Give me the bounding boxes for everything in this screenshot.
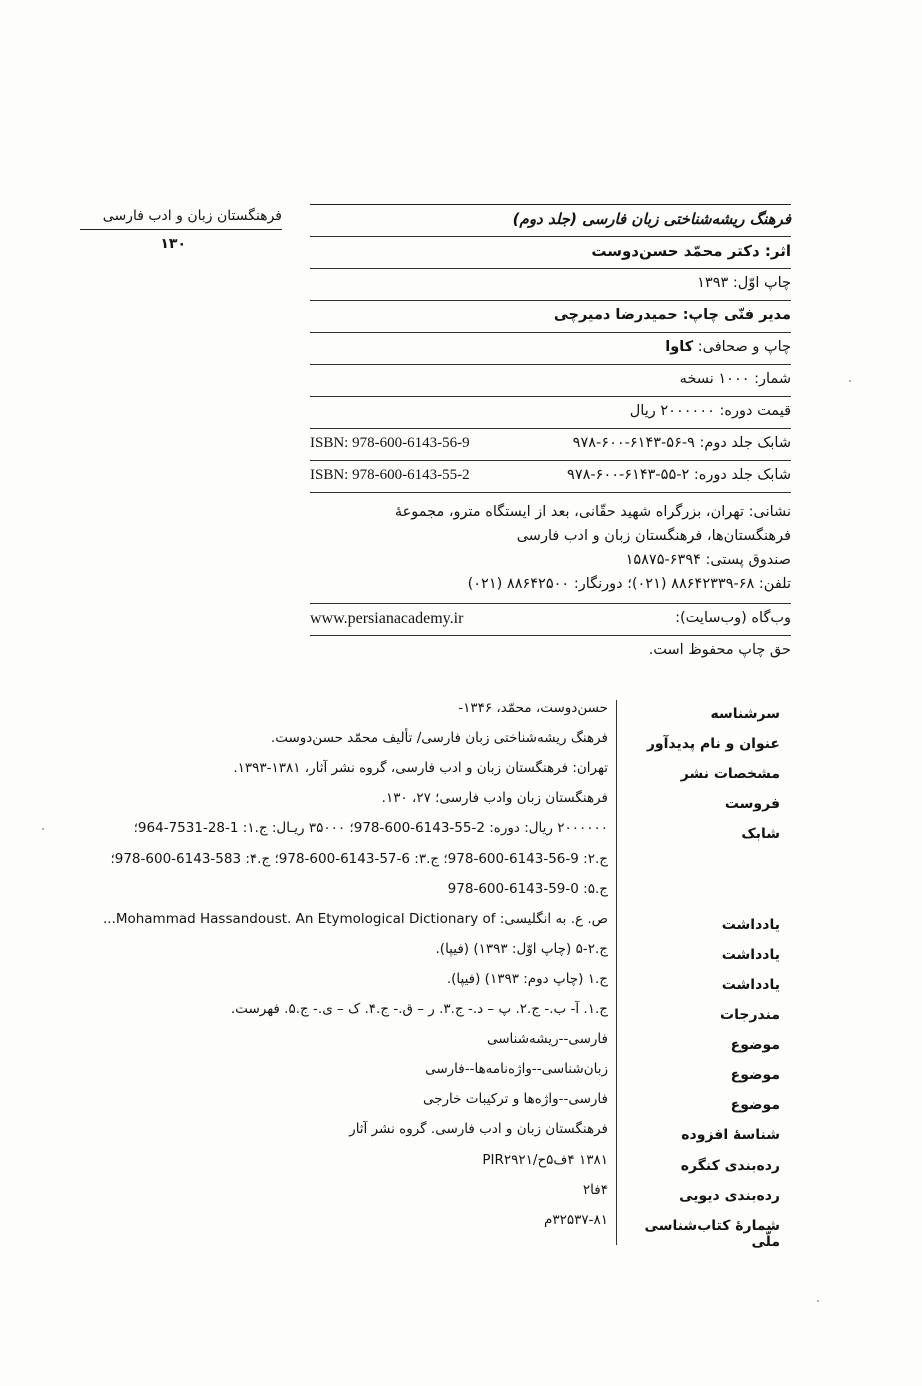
catalog-section [80, 700, 780, 1250]
catalog-label: یادداشت [721, 946, 780, 963]
catalog-value: ص. ع. به انگلیسی: Mohammad Hassandoust. An Etymological Dictionary of... [102, 910, 608, 927]
printing [310, 332, 791, 364]
isbn-set-row [310, 460, 791, 492]
catalog-row [80, 730, 780, 758]
catalog-value: فرهنگستان زبان و ادب فارسی. گروه نشر آثار [349, 1121, 608, 1138]
catalog-value: ج.۵: 0-59-6143-600-978 [447, 880, 608, 897]
catalog-row [80, 911, 780, 939]
printing-label: چاپ و صحافی: [697, 339, 791, 355]
series-number: ۱۳۰ [160, 236, 186, 252]
catalog-row [80, 790, 780, 818]
catalog-label: عنوان و نام پدیدآور [646, 736, 780, 753]
series-name: فرهنگستان زبان و ادب فارسی [80, 200, 282, 230]
website-label: وب‌گاه (وب‌سایت): [675, 610, 791, 626]
catalog-row [80, 1121, 780, 1149]
catalog-label: موضوع [730, 1067, 780, 1084]
catalog-row [80, 1152, 780, 1180]
catalog-label: مشخصات نشر [680, 766, 780, 783]
catalog-label: مندرجات [720, 1007, 780, 1023]
isbn-volume-en: ISBN: 978-600-6143-56-9 [310, 435, 470, 451]
catalog-value: ۲۰۰۰۰۰۰ ریال: دوره: 2-55-6143-600-978؛ ۳۵۰۰۰ ریـال: ج.۱: 1-28-7531-964؛ [133, 820, 608, 837]
speck [849, 380, 851, 382]
address [310, 492, 791, 603]
catalog-value: زبان‌شناسی--واژه‌نامه‌ها--فارسی [425, 1061, 608, 1078]
price: قیمت دوره: ۲۰۰۰۰۰۰ ریال [310, 396, 791, 428]
copyright: حق چاپ محفوظ است. [648, 642, 791, 658]
catalog-row [80, 700, 780, 728]
catalog-value: تهران: فرهنگستان زبان و ادب فارسی، گروه نشر آثار، ۱۳۸۱-۱۳۹۳. [233, 760, 608, 777]
catalog-label: رده‌بندی کنگره [680, 1157, 780, 1174]
catalog-row [80, 1182, 780, 1210]
technical-manager: مدیر فنّی چاپ: حمیدرضا دمیرچی [310, 300, 791, 332]
isbn-volume-fa: شابک جلد دوم: ۹-۵۶-۶۱۴۳-۶۰۰-۹۷۸ [572, 435, 791, 451]
circulation: شمار: ۱۰۰۰ نسخه [310, 364, 791, 396]
catalog-row [80, 941, 780, 969]
catalog-value: ج.۱. آ- ب.- ج.۲. پ – د.- ج.۳. ر – ق.- ج.۴. ک – ی.- ج.۵. فهرست. [230, 1001, 608, 1017]
catalog-label: شناسهٔ افزوده [681, 1127, 780, 1144]
catalog-value: حسن‌دوست، محمّد، ۱۳۴۶- [458, 700, 608, 716]
catalog-label: یادداشت [721, 976, 780, 993]
catalog-row [80, 881, 780, 909]
website-row [310, 603, 791, 635]
isbn-set-en: ISBN: 978-600-6143-55-2 [310, 467, 470, 483]
catalog-value: فرهنگ ریشه‌شناختی زبان فارسی/ تألیف محمّد حسن‌دوست. [270, 730, 608, 747]
catalog-label: موضوع [730, 1097, 780, 1114]
catalog-value: ۴فا۲ [582, 1181, 608, 1198]
catalog-value: ۳۲۵۳۷-۸۱م [544, 1211, 608, 1228]
speck [42, 828, 44, 830]
catalog-row [80, 760, 780, 788]
book-title: فرهنگ ریشه‌شناختی زبان فارسی (جلد دوم) [310, 204, 791, 236]
catalog-row [80, 820, 780, 848]
series-box [80, 200, 282, 252]
postbox: صندوق پستی: ۶۳۹۴-۱۵۸۷۵ [625, 552, 791, 568]
author: اثر: دکتر محمّد حسن‌دوست [310, 236, 791, 268]
catalog-label: شمارهٔ کتاب‌شناسی ملّی [644, 1217, 780, 1250]
catalog-row [80, 851, 780, 879]
catalog-row [80, 971, 780, 999]
catalog-label: شابک [741, 826, 780, 843]
catalog-label: رده‌بندی دیویی [679, 1187, 780, 1204]
printing-value: کاوا [665, 339, 694, 355]
address-line-2: فرهنگستان‌ها، فرهنگستان زبان و ادب فارسی [516, 528, 791, 544]
address-line-1: نشانی: تهران، بزرگراه شهید حقّانی، بعد از ایستگاه مترو، مجموعهٔ [394, 504, 791, 520]
catalog-row [80, 1031, 780, 1059]
catalog-label: موضوع [730, 1037, 780, 1054]
catalog-value: فارسی--واژه‌ها و ترکیبات خارجی [422, 1091, 608, 1108]
catalog-value: ج.۲: 9-56-6143-600-978؛ ج.۳: 6-57-6143-600-978؛ ج.۴: 583-6143-600-978؛ [110, 850, 608, 867]
imprint-block [310, 204, 791, 667]
isbn-volume-row [310, 428, 791, 460]
catalog-value: فارسی--ریشه‌شناسی [486, 1031, 608, 1048]
speck [817, 1300, 819, 1302]
catalog-value: ۱۳۸۱ ۴ف۵ح/PIR۲۹۲۱ [482, 1151, 608, 1168]
catalog-label: فروست [724, 796, 780, 813]
phone: تلفن: ۶۸-۸۸۶۴۲۳۳۹ (۰۲۱)؛ دورنگار: ۸۸۶۴۲۵۰۰ (۰۲۱) [467, 576, 791, 592]
catalog-value: ج.۱ (چاپ دوم: ۱۳۹۳) (فیپا). [446, 970, 608, 987]
edition: چاپ اوّل: ۱۳۹۳ [310, 268, 791, 300]
catalog-row [80, 1001, 780, 1029]
catalog-label: سرشناسه [710, 706, 780, 722]
catalog-row [80, 1211, 780, 1250]
catalog-row [80, 1061, 780, 1089]
website-link[interactable]: www.persianacademy.ir [310, 610, 464, 627]
isbn-set-fa: شابک جلد دوره: ۲-۵۵-۶۱۴۳-۶۰۰-۹۷۸ [567, 467, 791, 483]
catalog-value: فرهنگستان زبان وادب فارسی؛ ۲۷، ۱۳۰. [381, 790, 608, 807]
catalog-label: یادداشت [721, 916, 780, 933]
catalog-row [80, 1091, 780, 1119]
catalog-value: ج.۲-۵ (چاپ اوّل: ۱۳۹۳) (فیپا). [435, 940, 608, 957]
